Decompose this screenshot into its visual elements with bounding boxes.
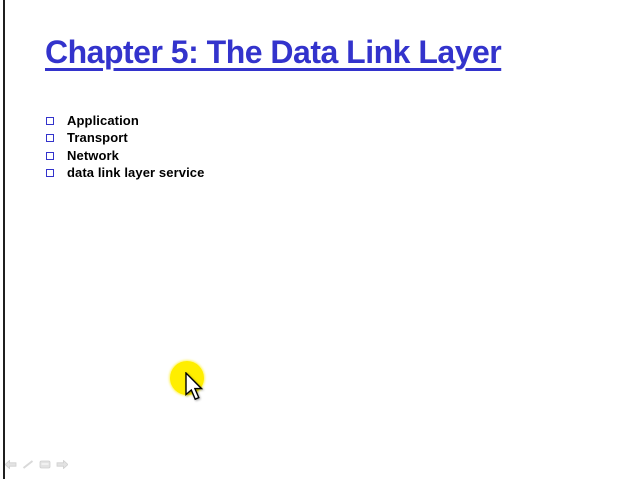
next-slide-arrow-icon[interactable] [56, 459, 68, 469]
slide-left-border [3, 0, 5, 479]
list-item [46, 164, 204, 181]
bullet-text: Network [67, 147, 119, 163]
mouse-cursor-icon [184, 372, 204, 402]
square-bullet-icon [46, 117, 54, 125]
slide-menu-icon[interactable] [39, 459, 51, 469]
presenter-toolbar [5, 459, 68, 469]
square-bullet-icon [46, 134, 54, 142]
square-bullet-icon [46, 152, 54, 160]
previous-slide-arrow-icon[interactable] [5, 459, 17, 469]
bullet-text: Application [67, 113, 139, 129]
bullet-list [46, 112, 204, 181]
slide-title: Chapter 5: The Data Link Layer [45, 34, 502, 70]
pen-icon[interactable] [22, 459, 34, 469]
list-item [46, 112, 204, 129]
bullet-text: Transport [67, 130, 128, 146]
list-item [46, 129, 204, 146]
list-item [46, 147, 204, 164]
bullet-text: data link layer service [67, 165, 205, 181]
square-bullet-icon [46, 169, 54, 177]
